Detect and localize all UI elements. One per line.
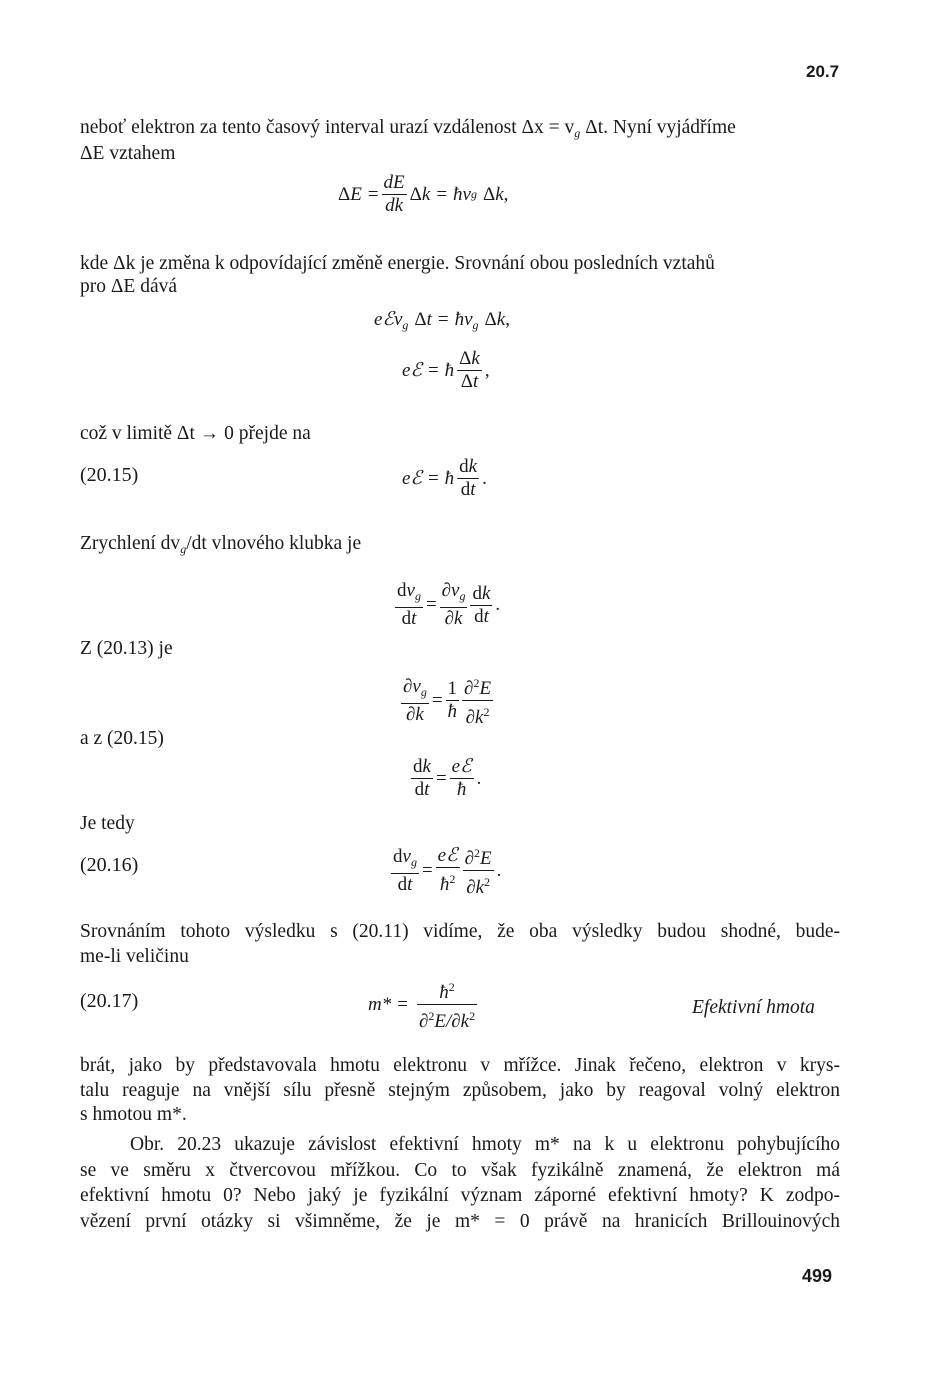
paragraph-line: což v limitě Δt → 0 přejde na (80, 423, 311, 444)
equation-delta-e: Δ E = $\frac{dE}{dk}$ Δ k = ħv g Δ k , (338, 172, 509, 216)
page-number: 499 (802, 1266, 833, 1286)
subscript: g (180, 542, 187, 556)
equation-20-16: $\frac{dv_g}{dt}$ = $\frac{\text{eℰ}}{ħ^2}$ $\frac{\partial^2E}{\partial k^2}$ . (388, 842, 501, 899)
equation-20-17: m* = $\frac{ħ^2}{\partial^2E/\partial k^2}$ (368, 976, 480, 1033)
equation-20-15: e ℰ = ħ $\frac{dk}{dt}$ . (402, 456, 487, 500)
equation-number: (20.16) (80, 854, 139, 876)
paragraph-line: Obr. 20.23 ukazuje závislost efektivní hmoty m* na k u elektronu pohybujícího (130, 1134, 840, 1155)
paragraph-line: Z (20.13) je (80, 638, 173, 659)
paragraph-line: talu reaguje na vnější sílu přesně stejným způsobem, jako by reagoval volný elektron (80, 1080, 840, 1101)
text-run: /dt vlnového klubka je (186, 533, 362, 554)
paragraph-line: efektivní hmotu 0? Nebo jaký je fyzikální význam záporné efektivní hmoty? K zodpo- (80, 1185, 840, 1206)
subscript: g (574, 126, 581, 140)
equation-number: (20.17) (80, 990, 139, 1012)
paragraph-line (80, 530, 361, 563)
equation-dk-dt: $\frac{dk}{dt}$ = $\frac{\text{eℰ}}{ħ}$ . (413, 756, 482, 800)
paragraph-line: a z (20.15) (80, 728, 164, 749)
equation-acceleration: $\frac{dv_g}{dt}$ = $\frac{\partial v_g}{\partial k}$ $\frac{dk}{dt}$ . (397, 580, 501, 629)
section-number: 20.7 (806, 62, 840, 81)
paragraph-line: pro ΔE dává (80, 276, 178, 297)
equation-number: (20.15) (80, 464, 139, 486)
paragraph-line: ΔE vztahem (80, 143, 176, 164)
paragraph-line: me-li veličinu (80, 946, 189, 967)
equation-group-velocity-derivative: $\frac{\partial v_g}{\partial k}$ = $\frac{1}{ħ}$ $\frac{\partial^2E}{\partial k^2}$ (398, 672, 496, 729)
paragraph-line (80, 114, 736, 147)
margin-label: Efektivní hmota (692, 997, 815, 1018)
paragraph-line: vězení první otázky si všimněme, že je m* = 0 právě na hranicích Brillouinových (80, 1211, 840, 1232)
paragraph-line: Srovnáním tohoto výsledku s (20.11) vidíme, že oba výsledky budou shodné, bude- (80, 921, 840, 942)
paragraph-line: brát, jako by představovala hmotu elektronu v mřížce. Jinak řečeno, elektron v krys- (80, 1055, 840, 1076)
paragraph-line: s hmotou m*. (80, 1104, 187, 1125)
equation-force-impulse: eℰv$_g$ $\Delta t = ħv_g$ Δk, (374, 309, 510, 332)
paragraph-line: se ve směru x čtvercovou mřížkou. Co to však fyzikálně znamená, že elektron má (80, 1160, 840, 1181)
text-run: Zrychlení dv (80, 533, 181, 554)
text-run: neboť elektron za tento časový interval urazí vzdálenost Δx = v (80, 117, 575, 138)
text-run: Δt. Nyní vyjádříme (580, 117, 736, 138)
equation-force-ratio: e ℰ = ħ $\frac{\Delta k}{\Delta t}$ , (402, 348, 490, 392)
paragraph-line: kde Δk je změna k odpovídající změně energie. Srovnání obou posledních vztahů (80, 253, 715, 274)
paragraph-line: Je tedy (80, 813, 135, 834)
